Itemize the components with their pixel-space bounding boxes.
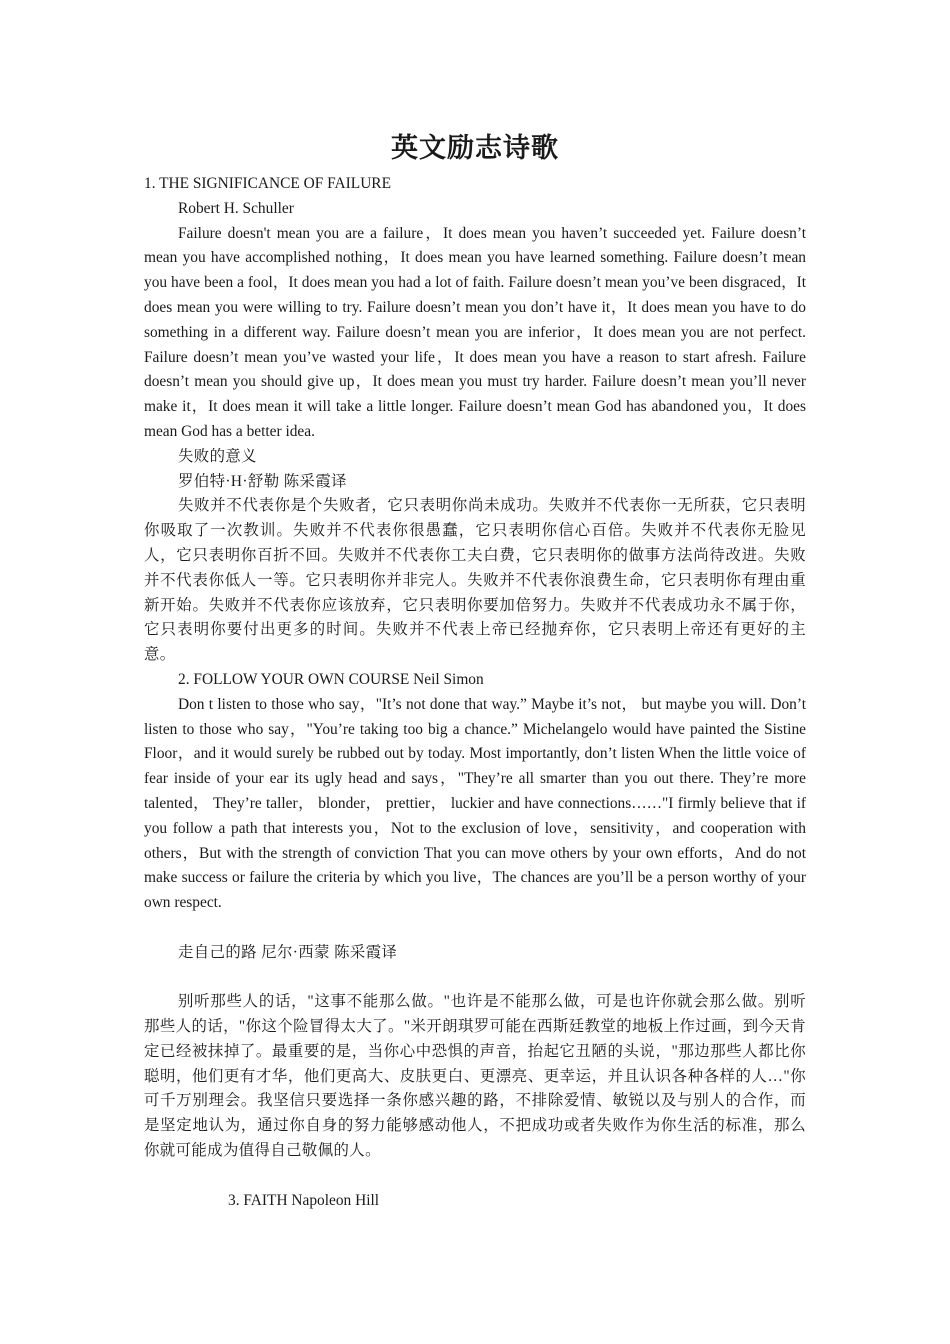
poem2-cn-body: 别听那些人的话，"这事不能那么做。"也许是不能那么做，可是也许你就会那么做。别听那些人的话，"你这个险冒得太大了。"米开朗琪罗可能在西斯廷教堂的地板上作过画，到今天肯定已经被抹掉了。最重要的是，当你心中恐惧的声音，抬起它丑陋的头说，"那边那些人都比你聪明，他们更有才华，他们更高大、皮肤更白、更漂亮、更幸运，并且认识各种各样的人…"你可千万别理会。我坚信只要选择一条你感兴趣的路，不排除爱情、敏锐以及与别人的合作，而是坚定地认为，通过你自身的努力能够感动他人，不把成功或者失败作为你生活的标准，那么你就可能成为值得自己敬佩的人。 bbox=[144, 993, 806, 1160]
poem1-cn-body: 失败并不代表你是个失败者，它只表明你尚未成功。失败并不代表你一无所获，它只表明你吸取了一次教训。失败并不代表你很愚蠢，它只表明你信心百倍。失败并不代表你无脸见人，它只表明你百折不回。失败并不代表你工夫白费，它只表明你的做事方法尚待改进。失败并不代表你低人一等。它只表明你并非完人。失败并不代表你浪费生命，它只表明你有理由重新开始。失败并不代表你应该放弃，它只表明你要加倍努力。失败并不代表成功永不属于你，它只表明你要付出更多的时间。失败并不代表上帝已经抛弃你，它只表明上帝还有更好的主意。 bbox=[144, 497, 806, 664]
poem1-cn-title: 失败的意义 bbox=[178, 447, 257, 465]
poem1-body: Failure doesn't mean you are a failure，It does mean you haven’t succeeded yet. Failure doesn’t mean you have accomplished nothing，It does mean you have learned something. Failure doesn’t mean you have been a fool，It does mean you had a lot of faith. Failure doesn’t mean you’ve been disgraced，It does mean you were willing to try. Failure doesn’t mean you don’t have it，It does mean you have to do something in a different way. Failure doesn’t mean you are inferior，It does mean you are not perfect. Failure doesn’t mean you’ve wasted your life，It does mean you have a reason to start afresh. Failure doesn’t mean you should give up，It does mean you must try harder. Failure doesn’t mean you’ll never make it，It does mean it will take a little longer. Failure doesn’t mean God has abandoned you，It does mean God has a better idea. bbox=[144, 224, 806, 440]
poem1-author: Robert H. Schuller bbox=[178, 199, 294, 217]
poem2-body: Don t listen to those who say，"It’s not done that way.” Maybe it’s not， but maybe you will. Don’t listen to those who say，"You’re taking too big a chance.” Michelangelo would have painted the Sistine Floor，and it would surely be rubbed out by today. Most importantly, don’t listen When the little voice of fear inside of your ear its ugly head and says，"They’re all smarter than you out there. They’re more talented， They’re taller， blonder， prettier， luckier and have connections……"I firmly believe that if you follow a path that interests you，Not to the exclusion of love，sensitivity，and cooperation with others，But with the strength of conviction That you can move others by your own efforts，And do not make success or failure the criteria by which you live，The chances are you’ll be a person worthy of your own respect. bbox=[144, 695, 806, 912]
document-title: 英文励志诗歌 bbox=[391, 133, 559, 163]
poem3-heading: 3. FAITH Napoleon Hill bbox=[228, 1191, 380, 1209]
poem1-cn-author: 罗伯特·H·舒勒 陈采霞译 bbox=[178, 472, 347, 490]
poem1-heading: 1. THE SIGNIFICANCE OF FAILURE bbox=[144, 175, 391, 192]
blank-line bbox=[144, 966, 806, 991]
blank-line bbox=[144, 1164, 806, 1189]
poem2-cn-title: 走自己的路 尼尔·西蒙 陈采霞译 bbox=[178, 943, 398, 961]
document-page bbox=[144, 128, 806, 1213]
blank-line bbox=[144, 916, 806, 941]
poem2-heading: 2. FOLLOW YOUR OWN COURSE Neil Simon bbox=[178, 670, 484, 688]
